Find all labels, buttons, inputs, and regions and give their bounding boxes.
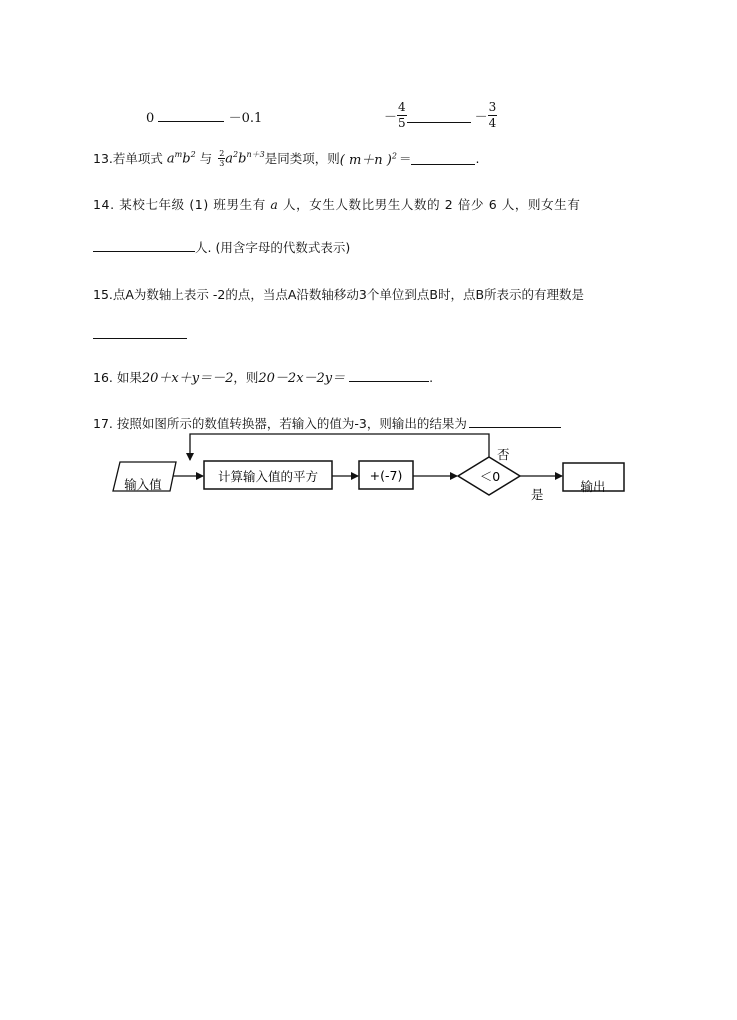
input-label: 输入值 [124,477,162,492]
q13-m1-exp-2: 2 [190,149,196,159]
yes-label: 是 [531,487,544,502]
q12-fraction-b-num: 3 [488,99,497,114]
add-label: +(-7) [369,468,403,483]
q13-m2-a: a [225,151,234,167]
q13-m1-exp-m: m [174,149,183,159]
q13-prefix: 13.若单项式 [93,151,163,166]
condition-node [458,457,520,495]
q12-value-zero: 0 [146,111,155,126]
q13-m2-exp-2: 2 [233,150,239,160]
square-label: 计算输入值的平方 [217,469,319,484]
q15-text: 15.点A为数轴上表示 -2的点，当点A沿数轴移动3个单位到点B时，点B所表示的有理数是 [93,287,585,302]
q16-equation-1: 20＋x＋y＝－2 [141,371,234,386]
q13-end: . [475,150,480,166]
arrow-loop-back [190,434,489,460]
q12-fraction-a-den: 5 [398,115,406,130]
q12-minus-sign-a: － [384,109,398,125]
q14-var-a: a [270,197,279,212]
q13-expr-exp: 2 [391,151,397,161]
q17-text: 17. 按照如图所示的数值转换器，若输入的值为-3，则输出的结果为 [93,416,467,431]
q13-m1-a: a [166,151,175,167]
square-node [204,461,332,489]
q13-m2-exp: n＋3 [246,150,265,160]
q13-expr: ( m＋n ) [339,152,392,168]
q12-fraction-a-num: 4 [398,99,406,114]
output-node [563,463,624,494]
q13-m2-b: b [238,151,247,167]
q16-middle: ，则 [233,370,259,385]
q13-coef-den: 3 [219,158,225,168]
input-node [113,462,176,492]
q13-middle: 是同类项，则 [264,151,340,166]
q13-connector: 与 [199,151,213,166]
q13-m1-b: b [182,151,191,167]
q12-fraction-b-den: 4 [488,115,497,130]
add-node [359,461,413,489]
q16-equation-2: 20－2x－2y＝ [258,371,346,386]
q12-value-neg-point-one: －0.1 [228,111,263,126]
q14-suffix: 人，女生人数比男生人数的 2 倍少 6 人，则女生有 [283,197,581,212]
condition-label: ＜0 [479,469,501,484]
q14-prefix: 14. 某校七年级 (1) 班男生有 [93,197,266,212]
q16-prefix: 16. 如果 [93,370,142,385]
output-label: 输出 [580,479,606,494]
q14-line-2-text: 人. (用含字母的代数式表示) [195,240,351,255]
q12-minus-sign-b: － [474,109,488,125]
no-label: 否 [497,447,510,462]
q13-equals: ＝ [398,151,412,166]
q13-coef-num: 2 [219,148,225,158]
q16-end: . [429,370,434,385]
